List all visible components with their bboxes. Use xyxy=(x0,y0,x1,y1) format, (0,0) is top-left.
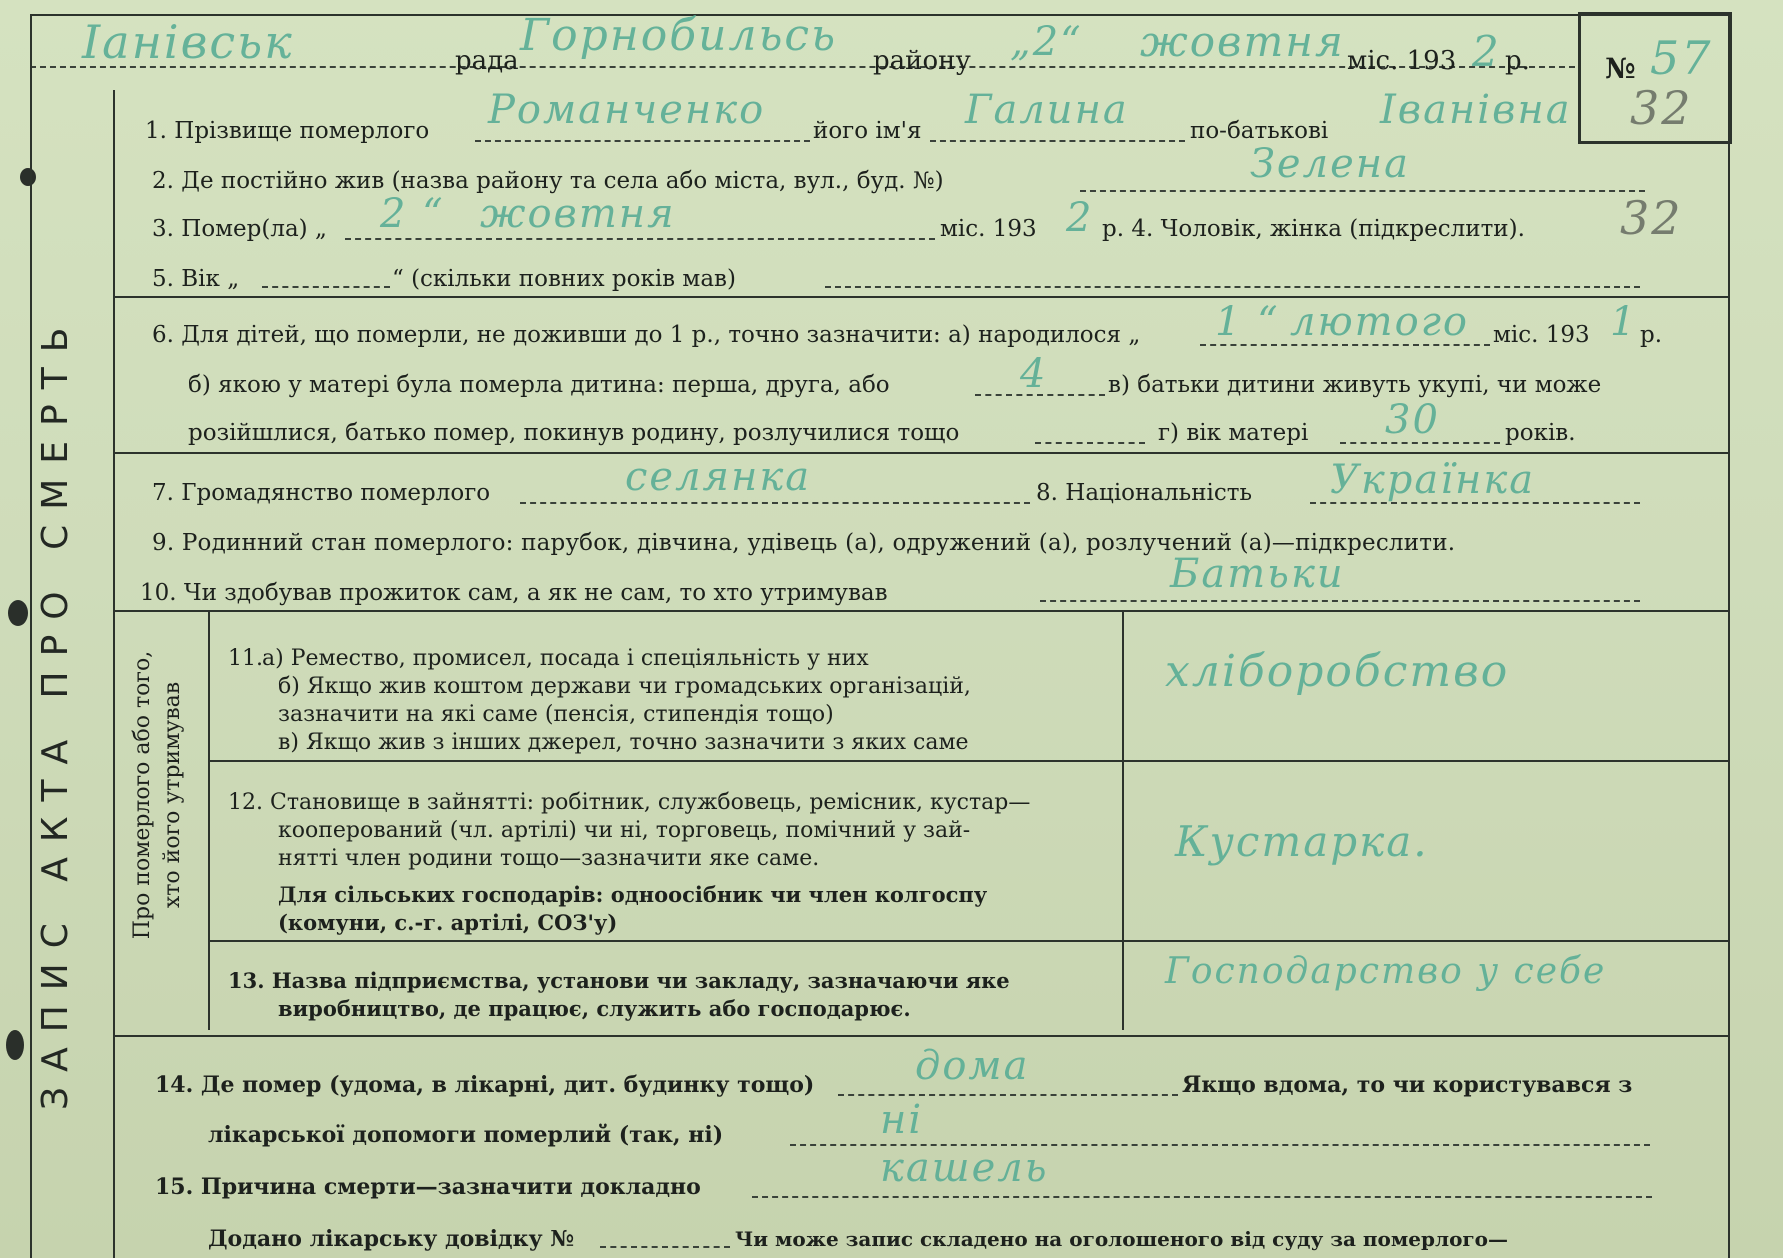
f10-line xyxy=(1040,600,1640,602)
box-sep-left xyxy=(208,610,210,1030)
punch-hole xyxy=(8,600,28,626)
f3-suffix: р. 4. Чоловік, жінка (підкреслити). xyxy=(1102,216,1525,242)
f11-num: 11. xyxy=(228,646,263,671)
f1-label: 1. Прізвище померлого xyxy=(145,118,430,144)
f1-line-name xyxy=(930,140,1185,142)
f7-line xyxy=(520,502,1030,504)
f11-value-hw: хліборобство xyxy=(1165,646,1510,697)
f12-l4: Для сільських господарів: одноосібник чи член колгоспу xyxy=(278,882,988,907)
f14-place-line xyxy=(838,1094,1178,1096)
record-number-label: № xyxy=(1605,52,1636,85)
punch-hole xyxy=(6,1030,24,1060)
inner-left-border xyxy=(113,90,115,1258)
f6-mis-label: міс. 193 xyxy=(1493,322,1590,348)
f8-label: 8. Національність xyxy=(1036,480,1253,506)
f1-line-surname xyxy=(475,140,810,142)
rule-11-12 xyxy=(208,760,1728,762)
f5-label: 5. Вік „ xyxy=(152,266,240,292)
f12-value-hw: Кустарка. xyxy=(1175,817,1429,866)
f6-line3-line xyxy=(1035,442,1145,444)
f5-rest-line xyxy=(825,286,1640,288)
footer-line-a xyxy=(600,1246,730,1248)
f6-day-hw: 1 “ xyxy=(1215,299,1280,345)
f14-help-hw: ні xyxy=(880,1097,924,1143)
f11-c: в) Якщо жив з інших джерел, точно зазначити з яких саме xyxy=(278,730,969,755)
side-note xyxy=(128,605,188,985)
record-number-hw: 57 xyxy=(1650,31,1713,85)
f2-label: 2. Де постійно жив (назва району та села або міста, вул., буд. №) xyxy=(152,168,944,194)
f2-line xyxy=(1080,190,1645,192)
f6-line2a: б) якою у матері була померла дитина: перша, друга, або xyxy=(188,372,890,398)
record-number-pencil: 32 xyxy=(1630,81,1693,135)
f1-surname-hw: Романченко xyxy=(488,87,766,133)
rule-12-13 xyxy=(208,940,1728,942)
f12-l1: 12. Становище в зайнятті: робітник, службовець, ремісник, кустар— xyxy=(228,790,1031,815)
f15-cause-hw: кашель xyxy=(880,1145,1049,1191)
header-month-hw: жовтня xyxy=(1140,17,1345,66)
f2-value-hw: Зелена xyxy=(1250,141,1410,187)
f14-l1b: Якщо вдома, то чи користувався з xyxy=(1182,1072,1633,1098)
f10-value-hw: Батьки xyxy=(1170,551,1345,597)
f3-pencil-hw: 32 xyxy=(1620,191,1683,245)
f11-a: а) Ремество, промисел, посада і спеціяльність у них xyxy=(262,646,869,671)
f1-patronymic-hw: Іванівна xyxy=(1380,87,1572,133)
f13-l1: 13. Назва підприємства, установи чи закладу, зазначаючи яке xyxy=(228,968,1010,993)
vertical-title: ЗАПИС АКТА ПРО СМЕРТЬ xyxy=(35,312,76,1110)
footer-label-b: Чи може запис складено на оголошеного від суду за померлого— xyxy=(735,1227,1509,1251)
f13-value-hw: Господарство у себе xyxy=(1165,951,1607,992)
left-border xyxy=(30,14,32,1258)
f14-l2: лікарської допомоги померлий (так, ні) xyxy=(208,1122,724,1148)
f6-line2b: в) батьки дитини живуть укупі, чи може xyxy=(1108,372,1602,398)
header-year-suffix: р. xyxy=(1505,46,1530,76)
f7-value-hw: селянка xyxy=(625,454,812,500)
rada-label: рада xyxy=(455,46,519,76)
side-note-line2: хто його утримував xyxy=(160,681,185,909)
f3-day-hw: 2 “ xyxy=(380,191,445,237)
f6-order-hw: 4 xyxy=(1020,351,1048,397)
rule-after-6 xyxy=(113,452,1728,454)
f6-month-hw: лютого xyxy=(1290,299,1469,345)
header-year-digit-hw: 2 xyxy=(1472,27,1501,76)
district-hw: Горнобильсь xyxy=(520,10,838,61)
f6-mother-age-hw: 30 xyxy=(1385,397,1440,443)
f6-line3a: розійшлися, батько помер, покинув родину, розлучилися тощо xyxy=(188,420,960,446)
right-border xyxy=(1728,12,1730,1258)
f14-l1a: 14. Де помер (удома, в лікарні, дит. будинку тощо) xyxy=(155,1072,815,1098)
f5-label-end: “ (скільки повних років мав) xyxy=(392,266,736,292)
f1-name-label: його ім'я xyxy=(813,118,922,144)
box-sep-mid xyxy=(1122,610,1124,1030)
f1-name-hw: Галина xyxy=(965,87,1129,133)
f5-age-line xyxy=(262,286,390,288)
f11-b1: б) Якщо жив коштом держави чи громадських організацій, xyxy=(278,674,971,699)
f6-suffix: р. xyxy=(1640,322,1663,348)
f11-b2: зазначити на які саме (пенсія, стипендія тощо) xyxy=(278,702,834,727)
village-hw: Іанівськ xyxy=(82,15,294,69)
f15-label: 15. Причина смерти—зазначити докладно xyxy=(155,1174,701,1200)
rule-before-11 xyxy=(113,610,1728,612)
f15-line xyxy=(752,1196,1652,1198)
f6-year-hw: 1 xyxy=(1610,299,1638,345)
f3-line xyxy=(345,238,935,240)
rule-after-13 xyxy=(113,1035,1728,1037)
side-note-line1: Про померлого або того, xyxy=(130,650,155,940)
f3-month-hw: жовтня xyxy=(480,191,676,237)
punch-hole xyxy=(20,168,36,186)
f6-line1: 6. Для дітей, що померли, не доживши до 1 р., точно зазначити: а) народилося „ xyxy=(152,322,1141,348)
f3-year-hw: 2 xyxy=(1066,195,1094,241)
f12-l5: (комуни, с.-г. артілі, СОЗ'у) xyxy=(278,910,618,935)
rule-after-5 xyxy=(113,296,1728,298)
header-day-hw: „2“ xyxy=(1010,19,1083,65)
header-mis-label: міс. 193 xyxy=(1347,46,1457,76)
f12-l2: кооперований (чл. артілі) чи ні, торговець, помічний у зай- xyxy=(278,818,971,843)
footer-label-a: Додано лікарську довідку № xyxy=(208,1226,575,1252)
f12-l3: нятті член родини тощо—зазначити яке саме. xyxy=(278,846,820,871)
f13-l2: виробництво, де працює, служить або господарює. xyxy=(278,996,911,1021)
f14-place-hw: дома xyxy=(915,1043,1030,1089)
f3-mis-label: міс. 193 xyxy=(940,216,1037,242)
f7-label: 7. Громадянство померлого xyxy=(152,480,491,506)
f3-label: 3. Помер(ла) „ xyxy=(152,216,327,242)
f1-patronymic-label: по-батькові xyxy=(1190,118,1329,144)
f10-label: 10. Чи здобував прожиток сам, а як не сам, то хто утримував xyxy=(140,580,888,606)
f6-line3c: років. xyxy=(1505,420,1576,446)
f8-value-hw: Українка xyxy=(1330,457,1536,503)
f6-line3b: г) вік матері xyxy=(1158,420,1309,446)
f9-label: 9. Родинний стан померлого: парубок, дівчина, удівець (а), одружений (а), розлучений (а)—підкреслити. xyxy=(152,530,1456,556)
raion-label: району xyxy=(873,46,971,76)
